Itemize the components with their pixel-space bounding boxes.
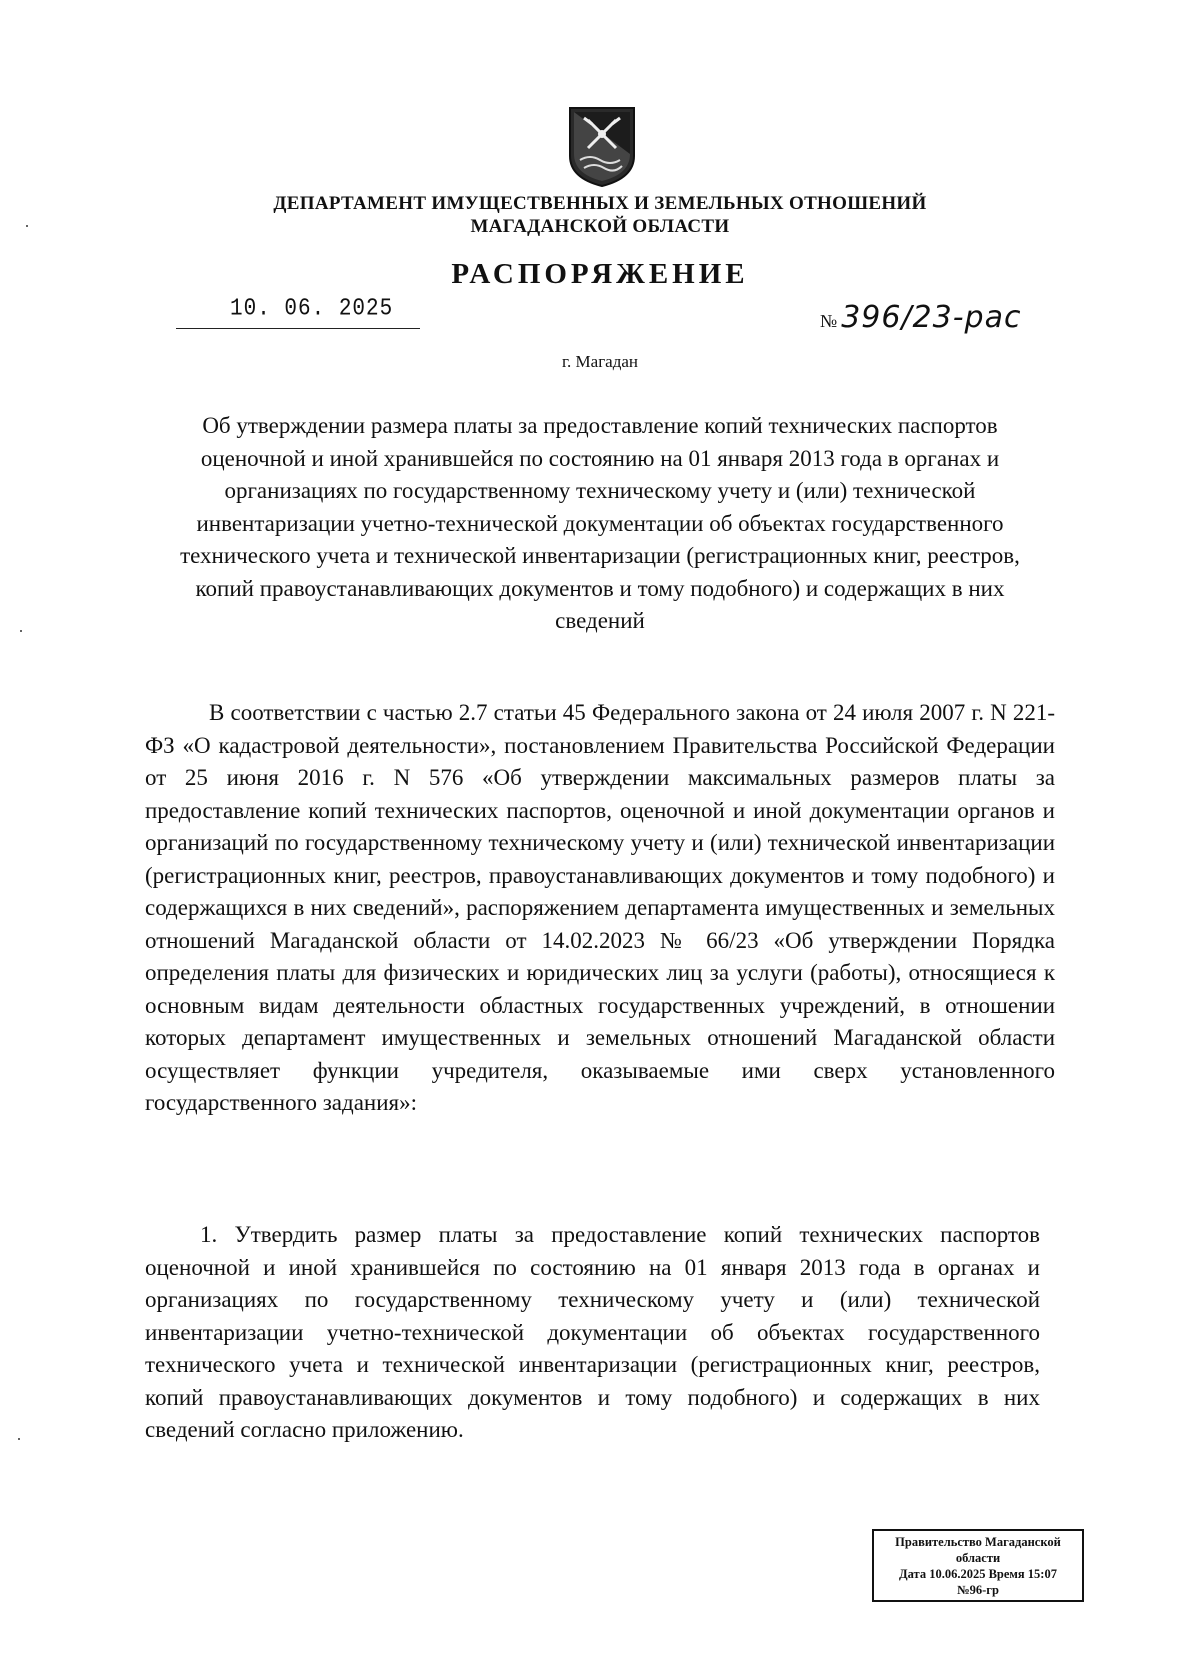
preamble-paragraph: В соответствии с частью 2.7 статьи 45 Федерального закона от 24 июля 2007 г. N 221-ФЗ «О кадастровой деятельности», постановлением Правительства Российской Федерации от 25 июня 2016 г. N 576 «Об утверждении максимальных размеров платы за предоставление копий технических паспортов, оценочной и иной документации органов и организаций по государственному техническому учету и (или) технической инвентаризации (регистрационных книг, реестров, правоустанавливающих документов и тому подобного) и содержащихся в них сведений», распоряжением департамента имущественных и земельных отношений Магаданской области от 14.02.2023 № 66/23 «Об утверждении Порядка определения платы для физических и юридических лиц за услуги (работы), относящиеся к основным видам деятельности областных государственных учреждений, в отношении которых департамент имущественных и земельных отношений Магаданской области осуществляет функции учредителя, оказываемые ими сверх установленного государственного задания»: xyxy=(145,700,1055,1115)
number-sign: № xyxy=(820,311,838,331)
stamp-line4: №96-гр xyxy=(957,1583,999,1597)
stamp-line2: области xyxy=(955,1551,1001,1565)
scan-speck xyxy=(26,225,28,227)
document-date: 10. 06. 2025 xyxy=(230,296,394,323)
city-name: г. Магадан xyxy=(561,352,639,371)
registration-stamp xyxy=(872,1529,1084,1602)
department-name-line2: МАГАДАНСКОЙ ОБЛАСТИ xyxy=(470,216,730,237)
document-subject: Об утверждении размера платы за предоставление копий технических паспортов оценочной и иной хранившейся по состоянию на 01 января 2013 года в органах и организациях по государственному техническому учету и (или) технической инвентаризации учетно-технической документации об объектах государственного технического учета и технической инвентаризации (регистрационных книг, реестров, копий правоустанавливающих документов и тому подобного) и содержащих в них сведений xyxy=(180,413,1020,633)
item-1-paragraph: 1. Утвердить размер платы за предоставление копий технических паспортов оценочной и иной хранившейся по состоянию на 01 января 2013 года в органах и организациях по государственному техническому учету и (или) технической инвентаризации учетно-технической документации об объектах государственного технического учета и технической инвентаризации (регистрационных книг, реестров, копий правоустанавливающих документов и тому подобного) и содержащих в них сведений согласно приложению. xyxy=(145,1222,1040,1442)
scan-speck xyxy=(20,630,22,632)
date-underline xyxy=(176,328,420,329)
document-type-title: РАСПОРЯЖЕНИЕ xyxy=(451,258,749,290)
coat-of-arms-icon xyxy=(566,104,638,188)
document-number xyxy=(820,300,1021,335)
scan-speck xyxy=(18,1438,20,1440)
handwritten-number: 396/23-рас xyxy=(841,300,1022,335)
stamp-line1: Правительство Магаданской xyxy=(895,1535,1061,1549)
department-name-line1: ДЕПАРТАМЕНТ ИМУЩЕСТВЕННЫХ И ЗЕМЕЛЬНЫХ ОТНОШЕНИЙ xyxy=(273,193,927,214)
stamp-line3: Дата 10.06.2025 Время 15:07 xyxy=(899,1567,1057,1581)
